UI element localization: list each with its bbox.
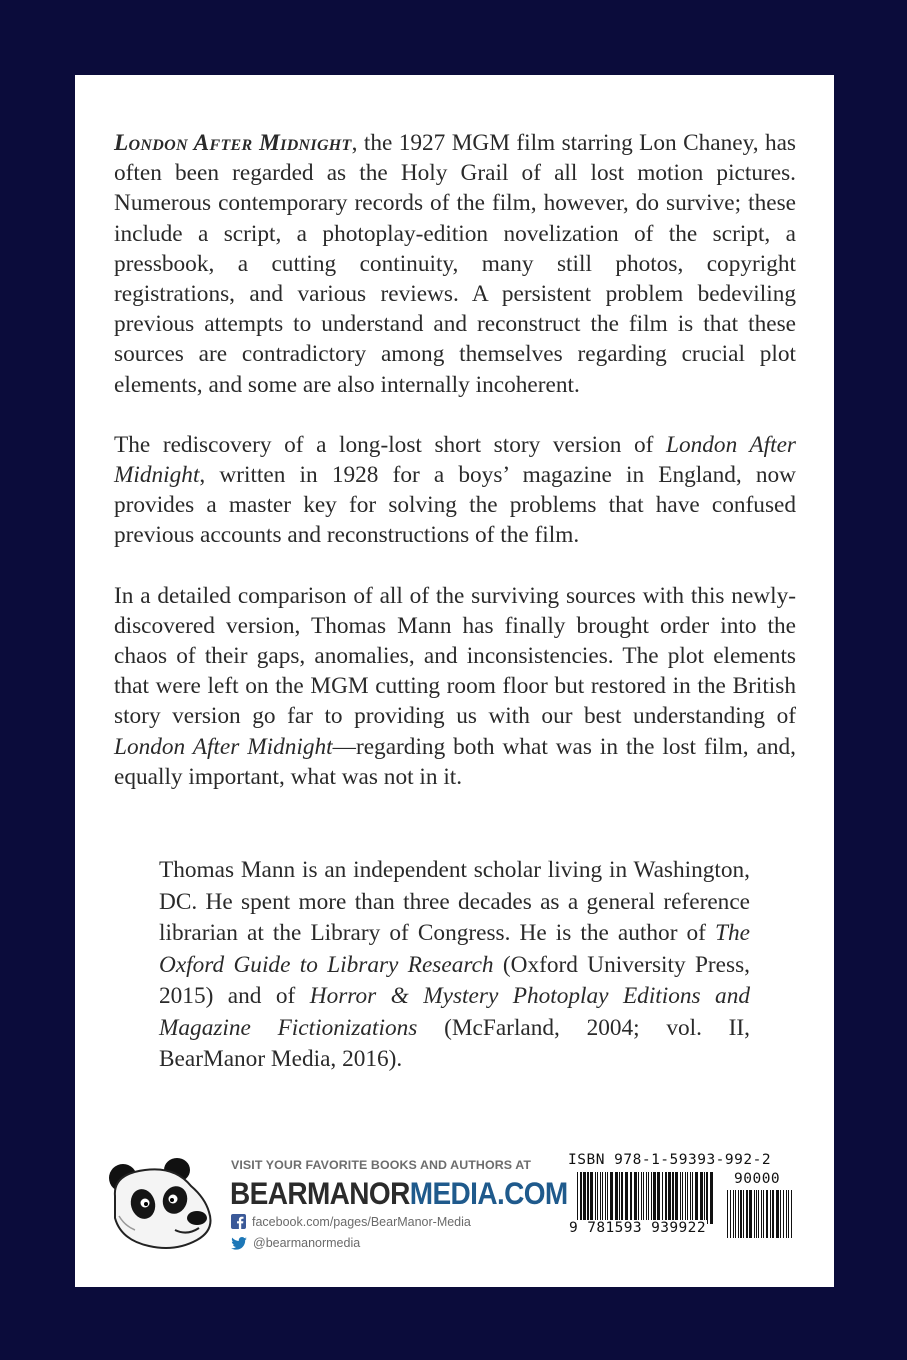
barcode-bar — [706, 1172, 708, 1224]
barcode-bar — [791, 1190, 792, 1238]
barcode-bar — [766, 1190, 768, 1238]
barcode-bar — [607, 1172, 608, 1224]
barcode-bar — [780, 1190, 781, 1238]
author-bio — [159, 855, 750, 1076]
back-cover — [75, 75, 834, 1287]
barcode-bar — [621, 1172, 623, 1224]
facebook-icon — [231, 1214, 246, 1229]
blurb-p1-text: , the 1927 MGM film starring Lon Chaney, has often been regarded as the Holy Grail of all lost motion pictures. Numerous contemporary records of the film, however, do survive; these include a script, a photoplay-edition novelization of the script, a pressbook, a cutting continuity, many still photos, copyright registrations, and various reviews. A persistent problem bedeviling previous attempts to understand and reconstruct the film is that these sources are contradictory among themselves regarding crucial plot elements, and some are also internally incoherent. — [114, 130, 796, 398]
barcode-bar — [770, 1190, 771, 1238]
author-bio-text — [159, 855, 750, 1076]
barcode-bar — [657, 1172, 660, 1224]
barcode-bar — [733, 1190, 734, 1238]
blurb-p2-b: , written in 1928 for a boys’ magazine in England, now provides a master key for solving the problems that have confused previous accounts and reconstructions of the film. — [114, 462, 796, 549]
barcode-bar — [735, 1190, 736, 1238]
book-blurb — [114, 128, 796, 822]
twitter-handle: @bearmanormedia — [253, 1236, 361, 1250]
barcode-bar — [602, 1172, 603, 1224]
isbn-barcode — [568, 1152, 798, 1288]
addon-barcode-bars — [727, 1190, 795, 1246]
ean-digits: 9 781593 939922 — [569, 1220, 706, 1236]
blurb-paragraph-2 — [114, 430, 796, 551]
barcode-bar — [763, 1190, 764, 1238]
barcode-bar — [743, 1190, 744, 1238]
barcode-bar — [675, 1172, 678, 1224]
panda-mascot-icon — [105, 1156, 221, 1256]
barcode-bar — [758, 1190, 759, 1238]
barcode-bar — [672, 1172, 674, 1224]
barcode-bar — [754, 1190, 755, 1238]
barcode-bar — [680, 1172, 681, 1224]
barcode-bar — [634, 1172, 637, 1224]
barcode-bar — [595, 1172, 596, 1224]
barcode-bar — [700, 1172, 703, 1224]
isbn-number: ISBN 978-1-59393-992-2 — [568, 1152, 772, 1168]
barcode-bar — [651, 1172, 652, 1224]
blurb-p3-a: In a detailed comparison of all of the surviving sources with this newly-discovered version, Thomas Mann has finally brought order into the chaos of their gaps, anomalies, and inconsistencies. The plot elements that were left on the MGM cutting room floor but restored in the British story version go far to providing us with our best understanding of — [114, 582, 796, 730]
publisher-website[interactable] — [230, 1176, 568, 1212]
bio-title-1: The Oxford Guide to Library Research — [159, 920, 750, 978]
blurb-p2-title: London After Midnight — [114, 431, 796, 489]
barcode-bar — [600, 1172, 601, 1224]
barcode-bar — [587, 1172, 589, 1224]
barcode-bar — [605, 1172, 606, 1224]
barcode-bar — [619, 1172, 620, 1224]
blurb-paragraph-3 — [114, 581, 796, 792]
barcode-bar — [783, 1190, 784, 1238]
blurb-p2-a: The rediscovery of a long-lost short story version of — [114, 431, 667, 458]
twitter-link[interactable] — [231, 1236, 360, 1250]
barcode-bar — [746, 1190, 748, 1238]
barcode-bar — [583, 1172, 586, 1224]
barcode-bar — [648, 1172, 649, 1224]
barcode-bar — [615, 1172, 618, 1224]
facebook-url: facebook.com/pages/BearManor-Media — [252, 1214, 471, 1229]
bio-a: Thomas Mann is an independent scholar living in Washington, DC. He spent more than three decades as a general reference librarian at the Library of Congress. He is the author of — [159, 857, 750, 946]
barcode-bar — [749, 1190, 752, 1238]
site-part-2: MEDIA.COM — [409, 1176, 568, 1211]
twitter-icon — [231, 1237, 247, 1250]
barcode-bar — [653, 1172, 656, 1224]
blurb-paragraph-1 — [114, 128, 796, 400]
barcode-bar — [665, 1172, 667, 1224]
bio-b: (Oxford University Press, 2015) and of — [159, 951, 750, 1009]
blurb-p3-b: —regarding both what was in the lost film, and, equally important, what was not in it. — [114, 733, 796, 790]
barcode-bar — [738, 1190, 739, 1238]
barcode-bar — [727, 1190, 728, 1238]
barcode-bar — [685, 1172, 686, 1224]
barcode-bar — [786, 1190, 787, 1238]
barcode-bar — [756, 1190, 757, 1238]
barcode-bar — [730, 1190, 731, 1238]
bio-c: (McFarland, 2004; vol. II, BearManor Media, 2016). — [159, 1014, 750, 1072]
barcode-bar — [690, 1172, 691, 1224]
site-part-1: BEARMANOR — [230, 1176, 410, 1211]
barcode-bar — [692, 1172, 693, 1224]
barcode-bar — [597, 1172, 598, 1224]
barcode-bar — [610, 1172, 613, 1224]
barcode-bar — [646, 1172, 647, 1224]
barcode-bar — [695, 1172, 698, 1224]
barcode-bar — [668, 1172, 671, 1224]
price-code: 90000 — [734, 1171, 781, 1187]
barcode-bar — [761, 1190, 762, 1238]
barcode-bar — [687, 1172, 688, 1224]
barcode-bar — [704, 1172, 705, 1224]
barcode-bar — [625, 1172, 628, 1224]
barcode-bar — [638, 1172, 639, 1224]
bio-title-2: Horror & Mystery Photoplay Editions and Magazine Fictionizations — [159, 983, 751, 1041]
blurb-lead-title: London After Midnight — [114, 130, 352, 156]
blurb-p3-title: London After Midnight — [114, 733, 333, 760]
barcode-bar — [643, 1172, 644, 1224]
facebook-link[interactable] — [231, 1214, 471, 1229]
publisher-block — [105, 1150, 568, 1270]
barcode-bar — [710, 1172, 713, 1224]
barcode-bar — [776, 1190, 779, 1238]
publisher-tagline: VISIT YOUR FAVORITE BOOKS AND AUTHORS AT — [231, 1158, 532, 1172]
barcode-bar — [590, 1172, 593, 1224]
barcode-bar — [641, 1172, 642, 1224]
barcode-bar — [788, 1190, 789, 1238]
barcode-bar — [740, 1190, 742, 1238]
barcode-bar — [662, 1172, 663, 1224]
barcode-bar — [772, 1190, 774, 1238]
